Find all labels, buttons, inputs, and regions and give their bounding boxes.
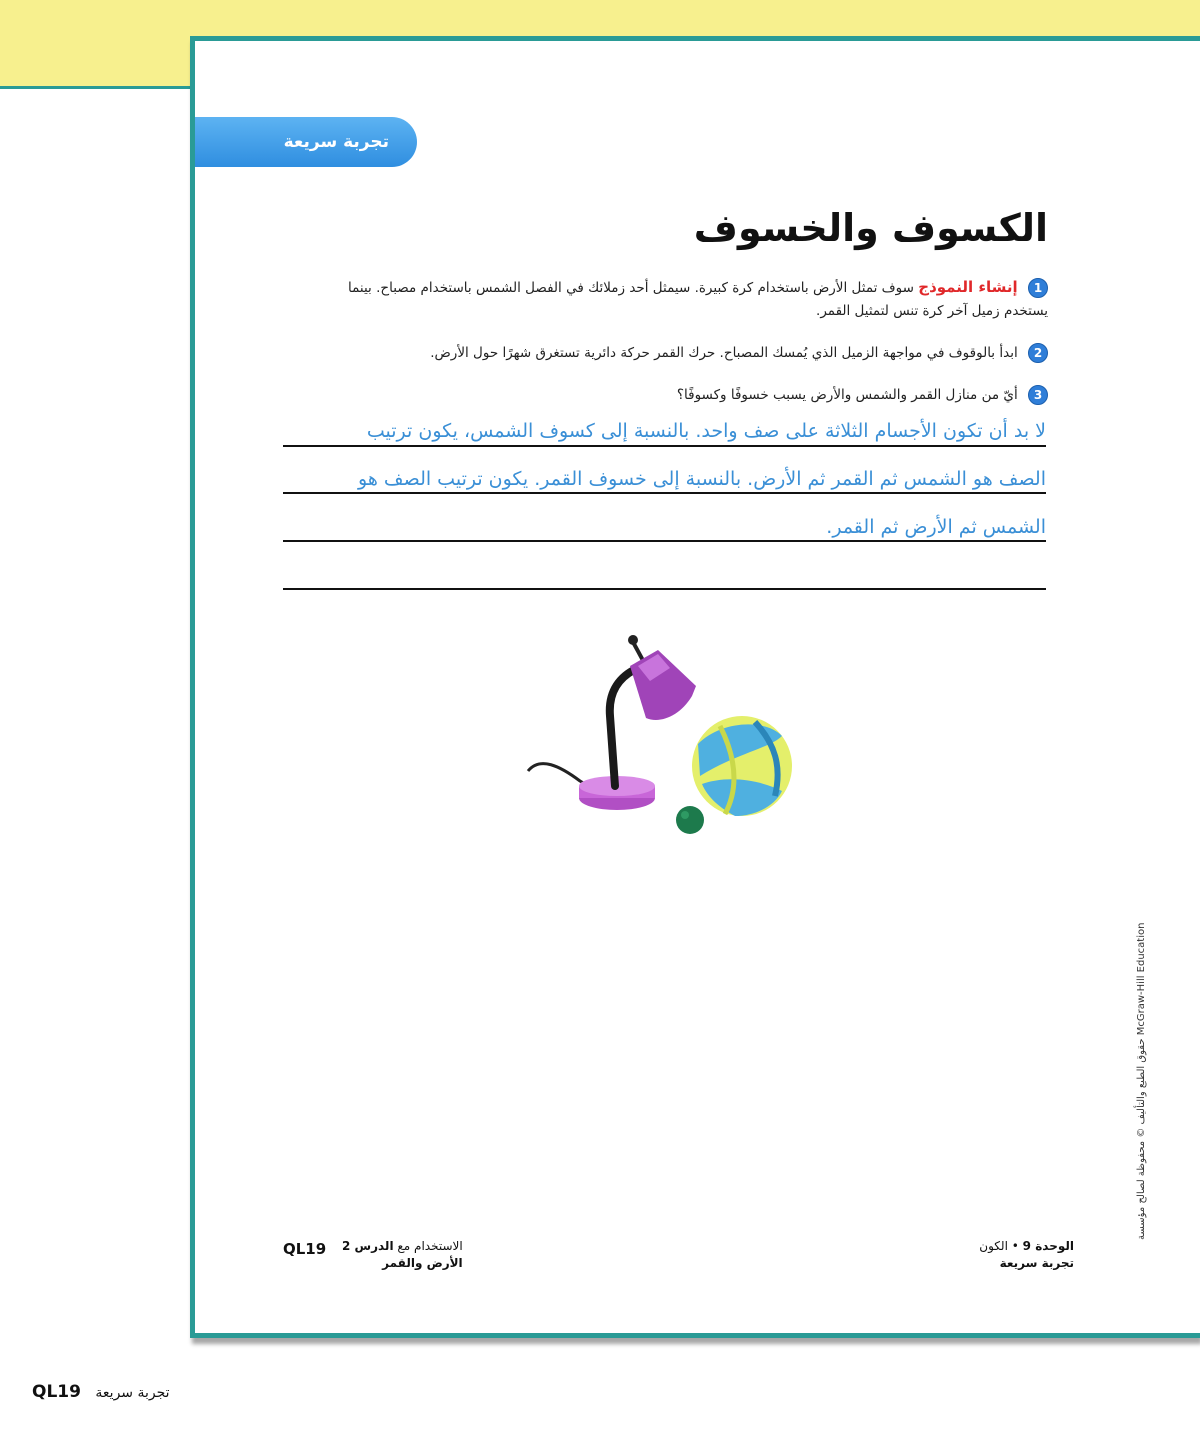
- section-tab: [195, 117, 417, 167]
- lamp-neck: [610, 668, 638, 786]
- moon-ball: [676, 806, 704, 834]
- footer-lesson-name: الأرض والقمر: [382, 1256, 463, 1270]
- step-keyword: إنشاء النموذج: [918, 278, 1018, 296]
- step-text: ابدأ بالوقوف في مواجهة الزميل الذي يُمسك المصباح. حرك القمر حركة دائرية تستغرق شهرًا حول الأرض.: [430, 345, 1018, 361]
- step-number-3: 3: [1028, 385, 1048, 405]
- answer-line-2[interactable]: [283, 492, 1046, 494]
- answer-text-1: لا بد أن تكون الأجسام الثلاثة على صف واحد. بالنسبة إلى كسوف الشمس، يكون ترتيب: [366, 420, 1046, 442]
- step-text: سوف تمثل الأرض باستخدام كرة كبيرة. سيمثل أحد زملائك في الفصل الشمس باستخدام مصباح. بينما يستخدم زميل آخر كرة تنس لتمثيل القمر.: [347, 280, 1048, 319]
- step-3: [328, 384, 1048, 407]
- footer-page-code: QL19: [283, 1240, 327, 1258]
- page-title: الكسوف والخسوف: [693, 206, 1048, 250]
- lamp-ball-illustration: [520, 626, 810, 846]
- step-number-2: 2: [1028, 343, 1048, 363]
- footer-section: تجربة سريعة: [999, 1256, 1074, 1270]
- copyright-notice: حقوق الطبع والتأليف © محفوظة لصالح مؤسسة McGraw-Hill Education: [1136, 922, 1147, 1240]
- footer-lesson: [342, 1238, 463, 1272]
- answer-text-3: الشمس ثم الأرض ثم القمر.: [826, 516, 1046, 538]
- section-tab-label: تجربة سريعة: [283, 132, 389, 152]
- footer-unit-label: الوحدة 9: [1022, 1239, 1074, 1253]
- answer-line-3[interactable]: [283, 540, 1046, 542]
- page-footer-number: QL19: [32, 1382, 81, 1402]
- step-number-1: 1: [1028, 278, 1048, 298]
- footer-lesson-prefix: الاستخدام مع: [397, 1239, 463, 1253]
- footer-unit-bullet: •: [1011, 1239, 1019, 1253]
- answer-line-1[interactable]: [283, 445, 1046, 447]
- step-1: [328, 276, 1048, 323]
- header-rule: [0, 86, 196, 89]
- footer-unit: [979, 1238, 1074, 1272]
- step-2: [328, 342, 1048, 365]
- answer-text-2: الصف هو الشمس ثم القمر ثم الأرض. بالنسبة إلى خسوف القمر. يكون ترتيب الصف هو: [358, 468, 1046, 490]
- page-footer: [32, 1382, 170, 1402]
- page-footer-label: تجربة سريعة: [95, 1385, 170, 1401]
- footer-unit-name: الكون: [979, 1239, 1008, 1253]
- footer-lesson-label: الدرس 2: [342, 1239, 394, 1253]
- answer-line-4[interactable]: [283, 588, 1046, 590]
- step-text: أيّ من منازل القمر والشمس والأرض يسبب خسوفًا وكسوفًا؟: [676, 387, 1018, 403]
